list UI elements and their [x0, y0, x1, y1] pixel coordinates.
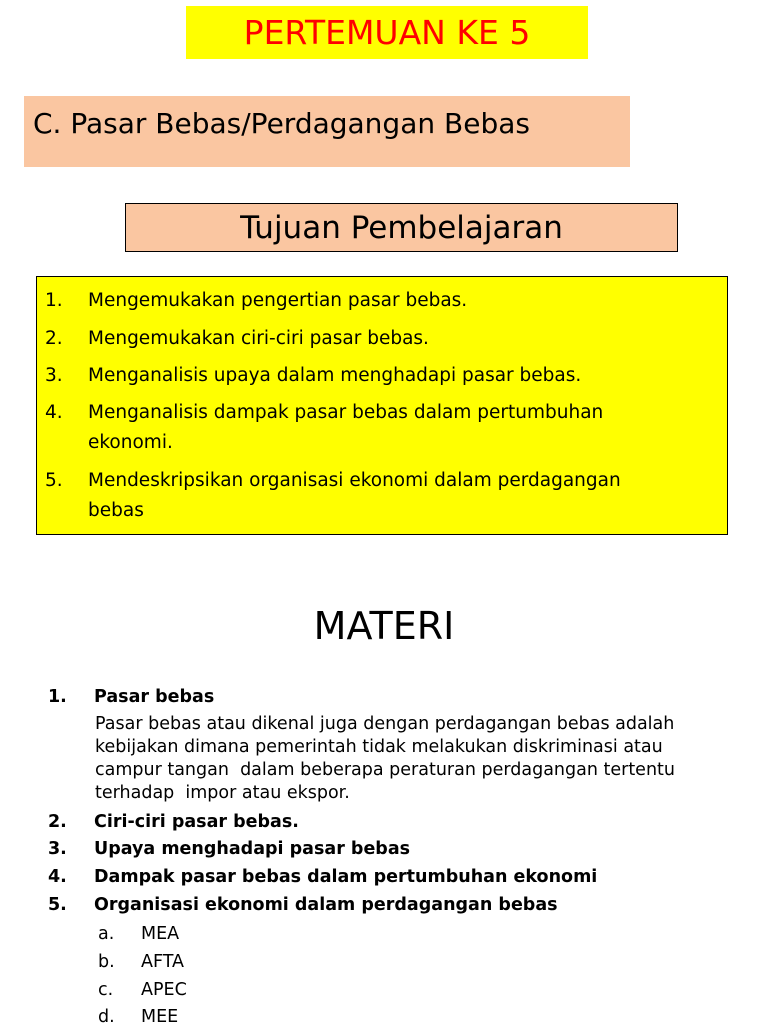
organization-item: [98, 923, 179, 945]
organization-name: AFTA: [141, 952, 185, 972]
materi-item-number: 1.: [48, 687, 67, 707]
materi-definition-line: Pasar bebas atau dikenal juga dengan perdagangan bebas adalah: [95, 714, 675, 734]
organization-item: [98, 1006, 178, 1024]
materi-item: [48, 838, 410, 860]
section-heading-box: [24, 96, 630, 167]
organization-name: MEA: [141, 924, 180, 944]
learning-goal-number: 2.: [45, 328, 63, 349]
learning-goal-item: [45, 466, 621, 526]
learning-goal-item: [45, 398, 603, 458]
organization-name: APEC: [141, 980, 187, 1000]
learning-goals-list: [36, 276, 728, 535]
materi-item: [48, 811, 299, 833]
learning-goal-text: Mengemukakan pengertian pasar bebas.: [88, 290, 468, 311]
learning-goal-text: Mengemukakan ciri-ciri pasar bebas.: [88, 328, 429, 349]
learning-goal-text: Menganalisis upaya dalam menghadapi pasar bebas.: [88, 365, 582, 386]
learning-goal-text: Menganalisis dampak pasar bebas dalam pertumbuhan: [88, 402, 604, 423]
learning-goals-heading-box: [125, 203, 678, 252]
materi-item-number: 5.: [48, 895, 67, 915]
materi-item-text: Organisasi ekonomi dalam perdagangan bebas: [94, 895, 558, 915]
learning-goal-number: 1.: [45, 290, 63, 311]
learning-goal-number: 4.: [45, 402, 63, 423]
materi-definition-line: campur tangan dalam beberapa peraturan perdagangan tertentu: [95, 760, 675, 780]
organization-item: [98, 951, 184, 973]
learning-goal-number: 5.: [45, 470, 63, 491]
materi-item: [48, 866, 597, 888]
learning-goals-heading: Tujuan Pembelajaran: [240, 209, 563, 246]
organization-item: [98, 979, 187, 1001]
learning-goal-item: [45, 361, 581, 391]
organization-letter: b.: [98, 952, 115, 972]
organization-letter: a.: [98, 924, 115, 944]
materi-item-text: Ciri-ciri pasar bebas.: [94, 812, 299, 832]
organization-name: MEE: [141, 1007, 179, 1024]
materi-heading: MATERI: [313, 604, 455, 648]
materi-item: [48, 894, 558, 916]
learning-goal-text-continued: bebas: [88, 500, 144, 521]
materi-item-number: 2.: [48, 812, 67, 832]
materi-item-number: 4.: [48, 867, 67, 887]
learning-goal-item: [45, 324, 429, 354]
learning-goal-item: [45, 286, 467, 316]
materi-item-text: Dampak pasar bebas dalam pertumbuhan ekonomi: [94, 867, 598, 887]
materi-definition: [95, 713, 675, 805]
materi-item-text: Pasar bebas: [94, 687, 215, 707]
materi-item-text: Upaya menghadapi pasar bebas: [94, 839, 411, 859]
materi-definition-line: kebijakan dimana pemerintah tidak melakukan diskriminasi atau: [95, 737, 663, 757]
materi-definition-line: terhadap impor atau ekspor.: [95, 783, 350, 803]
materi-item-number: 3.: [48, 839, 67, 859]
page-title: PERTEMUAN KE 5: [243, 13, 531, 52]
section-heading: C. Pasar Bebas/Perdagangan Bebas: [33, 107, 530, 140]
learning-goal-text-continued: ekonomi.: [88, 432, 173, 453]
organization-letter: d.: [98, 1007, 115, 1024]
materi-item: [48, 686, 214, 708]
organization-letter: c.: [98, 980, 114, 1000]
title-banner: [186, 6, 588, 59]
learning-goal-number: 3.: [45, 365, 63, 386]
learning-goal-text: Mendeskripsikan organisasi ekonomi dalam perdagangan: [88, 470, 621, 491]
